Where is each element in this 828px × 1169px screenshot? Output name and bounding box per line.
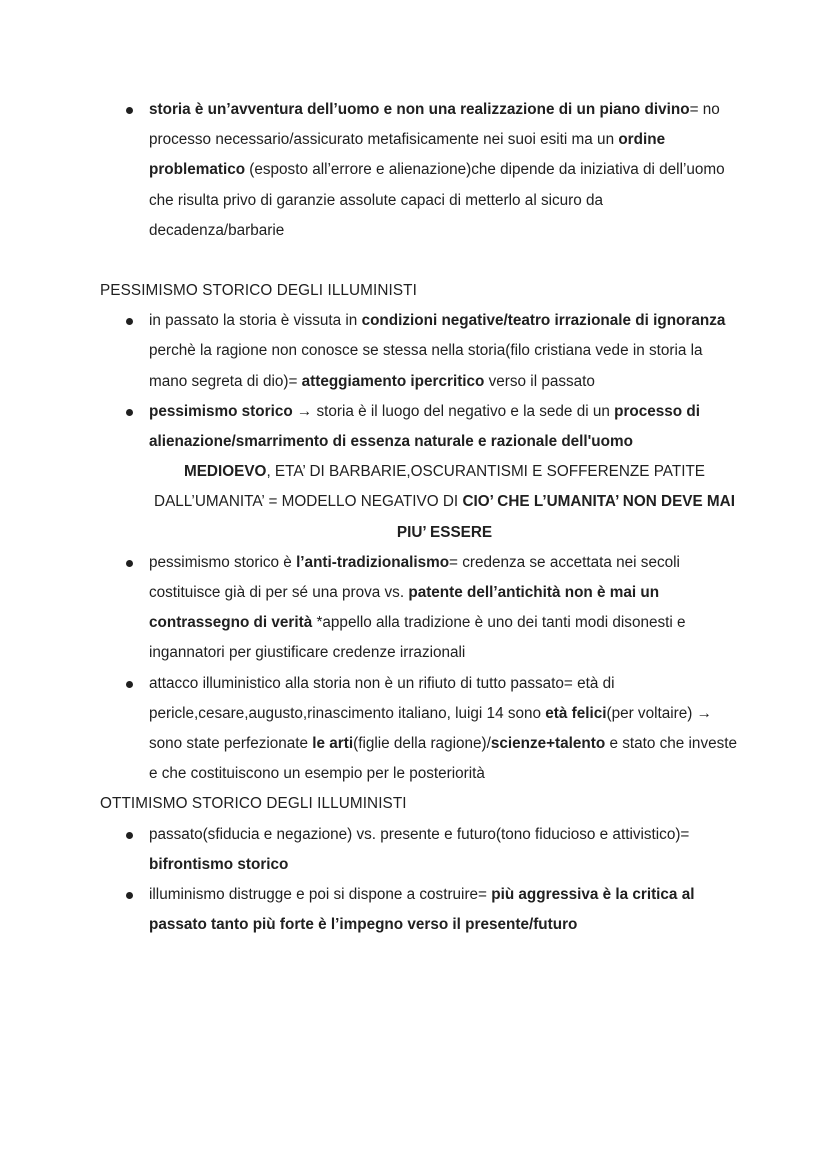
item-text: illuminismo distrugge e poi si dispone a costruire= più aggressiva è la critica al passato tanto più forte è l’impegno verso il presente/futuro [149, 886, 695, 934]
item-text: pessimismo storico è l’anti-tradizionalismo= credenza se accettata nei secoli costituisce già di per sé una prova vs. patente dell’antichità non è mai un contrassegno di verità *appello alla tradizione è uno dei tanti modi disonesti e ingannatori per giustificare credenze irrazionali [149, 553, 686, 662]
item-text: storia è un’avventura dell’uomo e non una realizzazione di un piano divino= no processo necessario/assicurato metafisicamente nei suoi esiti ma un ordine problematico (esposto all’errore e alienazione)che dipende da iniziativa di dell’uomo che risulta privo di garanzie assolute capaci di metterlo al sicuro da decadenza/barbarie [149, 101, 725, 239]
list-item [100, 397, 740, 457]
pessimismo-list-continued [100, 548, 740, 790]
bullet-icon [126, 318, 133, 325]
list-item [100, 880, 740, 940]
list-item [100, 306, 740, 397]
ottimismo-list [100, 820, 740, 941]
item-text: passato(sfiducia e negazione) vs. presente e futuro(tono fiducioso e attivistico)= bifrontismo storico [149, 825, 690, 873]
bullet-icon [126, 107, 133, 114]
bullet-icon [126, 832, 133, 839]
list-item [100, 669, 740, 790]
item-text: attacco illuministico alla storia non è un rifiuto di tutto passato= età di pericle,cesare,augusto,rinascimento italiano, luigi 14 sono età felici(per voltaire) → sono state perfezionate le arti(figlie della ragione)/scienze+talento e stato che investe e che costituiscono un esempio per le posteriorità [149, 674, 738, 783]
list-item [100, 95, 740, 246]
centered-note: MEDIOEVO, ETA’ DI BARBARIE,OSCURANTISMI E SOFFERENZE PATITE DALL’UMANITA’ = MODELLO NEGATIVO DI CIO’ CHE L’UMANITA’ NON DEVE MAI PIU’ ESSERE [154, 463, 735, 541]
document-body [100, 95, 740, 940]
bullet-icon [126, 892, 133, 899]
item-text: pessimismo storico → storia è il luogo del negativo e la sede di un processo di alienazione/smarrimento di essenza naturale e razionale dell'uomo [149, 402, 700, 451]
section-heading-pessimismo: PESSIMISMO STORICO DEGLI ILLUMINISTI [100, 282, 417, 300]
list-item [100, 548, 740, 669]
section-heading-ottimismo: OTTIMISMO STORICO DEGLI ILLUMINISTI [100, 795, 407, 813]
pessimismo-list [100, 306, 740, 457]
bullet-icon [126, 409, 133, 416]
intro-list [100, 95, 740, 246]
list-item [100, 820, 740, 880]
bullet-icon [126, 560, 133, 567]
bullet-icon [126, 681, 133, 688]
item-text: in passato la storia è vissuta in condizioni negative/teatro irrazionale di ignoranza perchè la ragione non conosce se stessa nella storia(filo cristiana vede in storia la mano segreta di dio)= atteggiamento ipercritico verso il passato [149, 312, 726, 390]
